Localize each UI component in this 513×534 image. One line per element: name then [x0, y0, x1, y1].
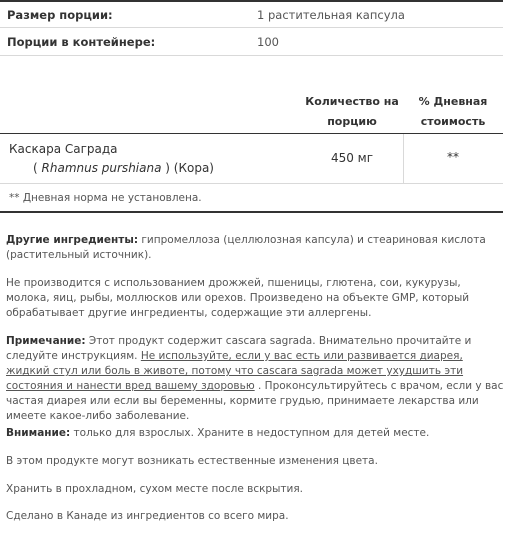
daily-value-header: % Дневная стоимость: [418, 95, 488, 128]
serving-size-label: Размер порции:: [7, 7, 113, 22]
warning-statement: Внимание: только для взрослых. Храните в недоступном для детей месте.: [6, 427, 430, 439]
ingredient-name: Каскара Саграда: [9, 142, 118, 156]
servings-value: 100: [257, 34, 279, 49]
amount-per-serving-header: Количество на порцию: [305, 95, 399, 128]
ingredient-daily-value: **: [447, 150, 459, 164]
column-divider: [403, 134, 404, 184]
table-header: [0, 88, 503, 134]
storage-instructions: Хранить в прохладном, сухом месте после вскрытия.: [6, 483, 303, 495]
other-ingredients: Другие ингредиенты: гипромеллоза (целлюлозная капсула) и стеариновая кислота (растительный источник).: [6, 234, 486, 261]
allergen-statement: Не производится с использованием дрожжей, пшеницы, глютена, сои, кукурузы, молока, яиц, рыбы, моллюсков или орехов. Произведено на объекте GMP, который обрабатывает другие ингредиенты, содержащие эти аллергены.: [6, 277, 470, 319]
servings-per-container-row: [0, 28, 503, 56]
servings-label: Порции в контейнере:: [7, 34, 156, 49]
supplement-facts-table: [0, 0, 503, 56]
serving-size-row: [0, 0, 503, 28]
color-variation-note: В этом продукте могут возникать естественные изменения цвета.: [6, 455, 378, 467]
ingredient-row: [0, 134, 503, 184]
origin-statement: Сделано в Канаде из ингредиентов со всего мира.: [6, 510, 289, 522]
table-footnote: ** Дневная норма не установлена.: [0, 184, 503, 213]
ingredient-amount: 450 мг: [330, 151, 374, 165]
caution-note: Примечание: Этот продукт содержит cascara sagrada. Внимательно прочитайте и следуйте инструкциям. Не используйте, если у вас есть или развивается диарея, жидкий стул или боль в животе, потому что cascara sagrada может ухудшить эти состояния и нанести вред вашему здоровью . Проконсультируйтесь с врачом, если у вас частая диарея или если вы беременны, кормите грудью, принимаете лекарства или имеете какое-либо заболевание.: [6, 335, 504, 422]
serving-size-value: 1 растительная капсула: [257, 7, 405, 22]
ingredient-latin-name: ( Rhamnus purshiana ) (Кора): [33, 161, 214, 175]
